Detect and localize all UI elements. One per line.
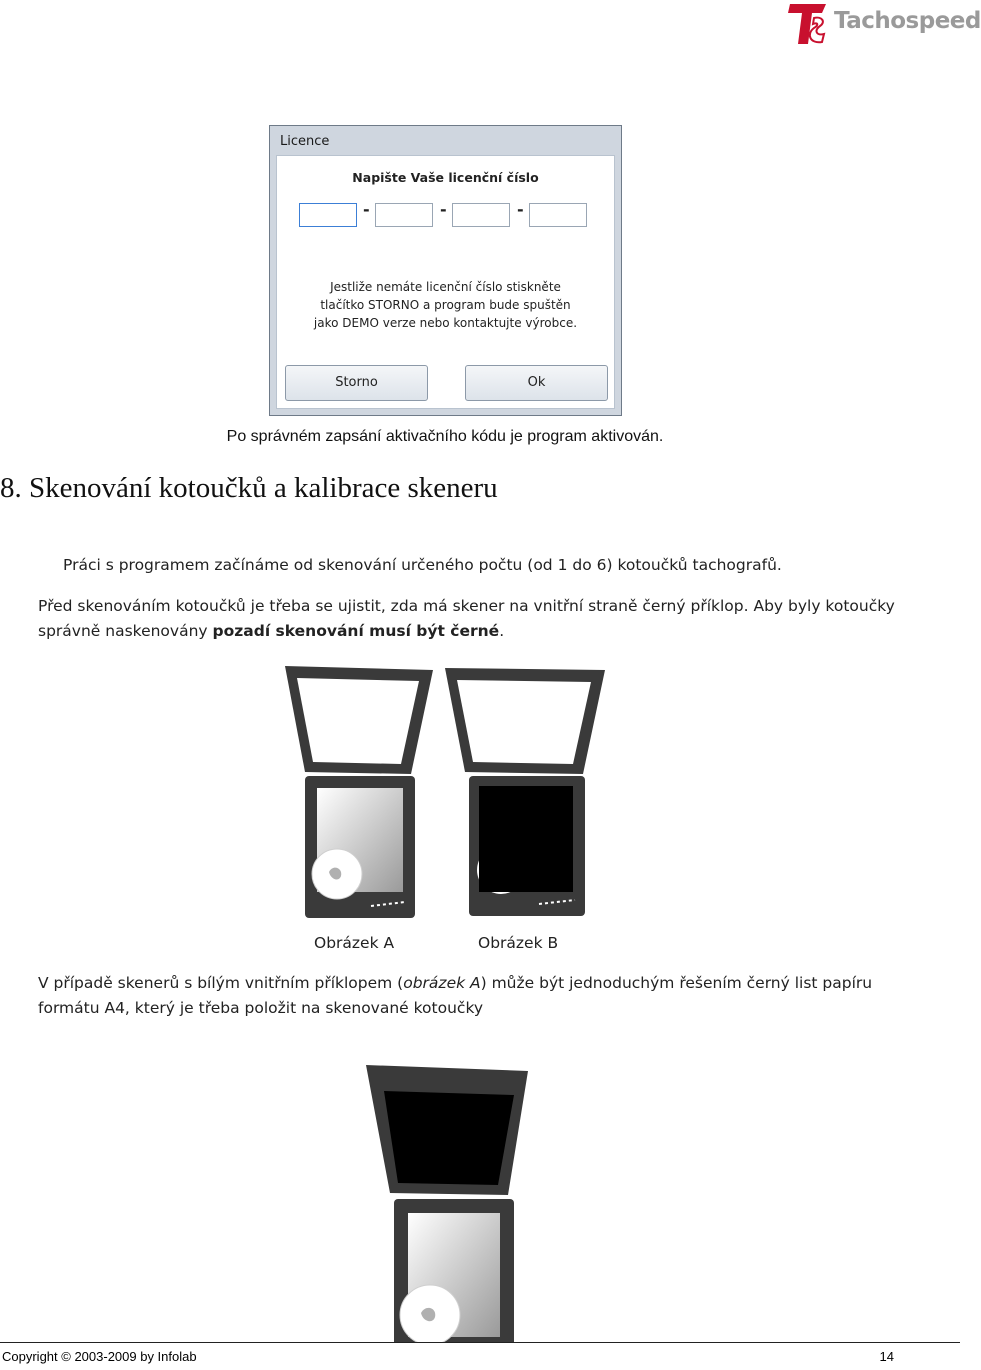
footer-copyright: Copyright © 2003-2009 by Infolab <box>2 1349 197 1364</box>
dialog-note <box>277 278 614 332</box>
licence-separator: - <box>517 200 524 219</box>
scanner-illustration-c <box>364 1063 530 1363</box>
section-heading <box>0 472 498 505</box>
dialog-note-line: Jestliže nemáte licenční číslo stiskněte <box>330 280 561 294</box>
licence-separator: - <box>363 200 370 219</box>
licence-separator: - <box>440 200 447 219</box>
scanner-illustration-b <box>443 666 607 918</box>
paragraph-text: Před skenováním kotoučků je třeba se ujistit, zda má skener na vnitřní straně černý příklop. Aby byly kotoučky správně naskenovány <box>38 597 895 640</box>
cancel-button[interactable]: Storno <box>285 365 428 401</box>
licence-dialog <box>269 125 622 416</box>
figure-label-b: Obrázek B <box>478 934 559 952</box>
paragraph-text: V případě skenerů s bílým vnitřním příklopem ( <box>38 974 404 992</box>
section-title: Skenování kotoučků a kalibrace skeneru <box>29 472 498 504</box>
paragraph-intro: Práci s programem začínáme od skenování určeného počtu (od 1 do 6) kotoučků tachografů. <box>63 556 782 574</box>
figure-label-a: Obrázek A <box>314 934 395 952</box>
paragraph-end: . <box>499 622 505 640</box>
page-number: 14 <box>879 1349 894 1364</box>
dialog-caption: Po správném zapsání aktivačního kódu je program aktivován. <box>226 428 664 445</box>
paragraph-scanner-check <box>38 594 928 644</box>
paragraph-bold: pozadí skenování musí být černé <box>212 622 500 640</box>
paragraph-text: ) může být jednoduchým řešením černý list papíru formátu A4, který je třeba položit na skenované kotoučky <box>38 974 873 1017</box>
paragraph-white-lid-tip <box>38 971 928 1021</box>
licence-field-3[interactable] <box>452 203 510 227</box>
logo-text: Tachospeed <box>834 8 981 34</box>
dialog-note-line: tlačítko STORNO a program bude spuštěn <box>320 298 571 312</box>
dialog-note-line: jako DEMO verze nebo kontaktujte výrobce. <box>313 316 578 330</box>
scanner-illustration-a <box>283 664 435 920</box>
company-logo <box>786 0 981 50</box>
page-footer <box>0 1342 960 1370</box>
section-number: 8. <box>0 472 22 504</box>
dialog-title: Licence <box>280 134 330 149</box>
tachospeed-logo-icon <box>786 0 834 50</box>
dialog-body <box>276 155 615 409</box>
dialog-heading: Napište Vaše licenční číslo <box>352 170 539 185</box>
licence-field-4[interactable] <box>529 203 587 227</box>
licence-field-1[interactable] <box>299 203 357 227</box>
licence-field-2[interactable] <box>375 203 433 227</box>
paragraph-italic: obrázek A <box>403 974 481 992</box>
ok-button[interactable]: Ok <box>465 365 608 401</box>
